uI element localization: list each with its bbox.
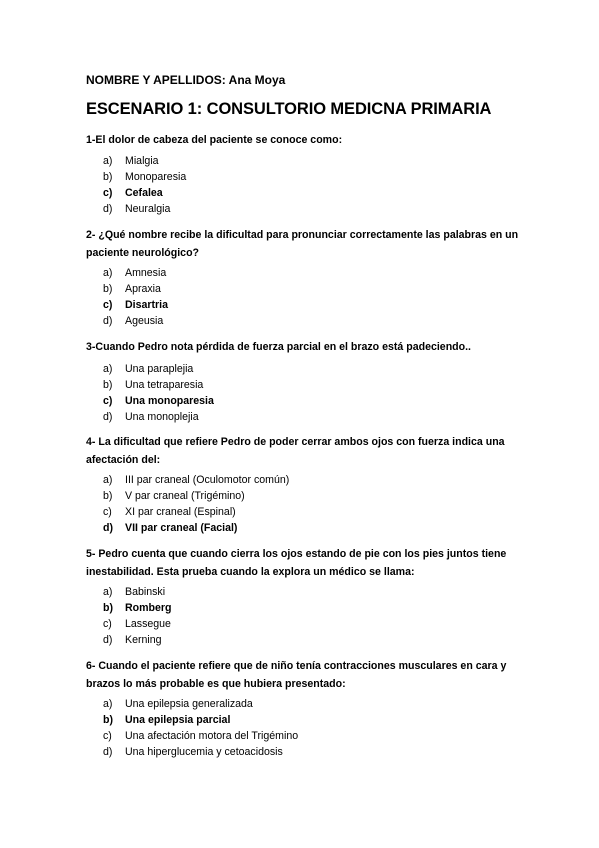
question-3-options — [86, 361, 214, 425]
question-2-options — [86, 265, 168, 329]
question-6-text: 6- Cuando el paciente refiere que de niño tenía contracciones musculares en cara y brazos lo más probable es que hubiera presentado: — [86, 660, 507, 690]
answer-option-selected: d) VII par craneal (Facial) — [103, 522, 238, 534]
answer-option: c) Una afectación motora del Trigémino — [103, 730, 299, 742]
answer-option: b) V par craneal (Trigémino) — [103, 490, 245, 502]
answer-option: c) Lassegue — [103, 618, 171, 630]
question-2-text: 2- ¿Qué nombre recibe la dificultad para pronunciar correctamente las palabras en un paciente neurológico? — [86, 229, 519, 259]
answer-option: d) Una hiperglucemia y cetoacidosis — [103, 746, 283, 758]
question-4-text: 4- La dificultad que refiere Pedro de poder cerrar ambos ojos con fuerza indica una afectación del: — [86, 436, 505, 466]
answer-option: d) Neuralgia — [103, 203, 171, 215]
answer-option: a) Una epilepsia generalizada — [103, 698, 253, 710]
question-1-options — [86, 153, 186, 217]
answer-option: d) Una monoplejia — [103, 411, 199, 423]
question-5-text: 5- Pedro cuenta que cuando cierra los ojos estando de pie con los pies juntos tiene inestabilidad. Esta prueba cuando la explora un médico se llama: — [86, 548, 507, 578]
answer-option: a) III par craneal (Oculomotor común) — [103, 474, 290, 486]
answer-option: d) Ageusia — [103, 315, 164, 327]
answer-option: b) Una tetraparesia — [103, 379, 204, 391]
question-6-options — [86, 696, 298, 760]
answer-option: b) Monoparesia — [103, 171, 187, 183]
answer-option-selected: c) Cefalea — [103, 187, 163, 199]
scenario-title: ESCENARIO 1: CONSULTORIO MEDICNA PRIMARIA — [86, 100, 492, 118]
answer-option: a) Amnesia — [103, 267, 167, 279]
question-3-text: 3-Cuando Pedro nota pérdida de fuerza parcial en el brazo está padeciendo.. — [86, 341, 471, 353]
answer-option-selected: b) Una epilepsia parcial — [103, 714, 231, 726]
answer-option: b) Apraxia — [103, 283, 161, 295]
student-name-line: NOMBRE Y APELLIDOS: Ana Moya — [86, 73, 286, 87]
answer-option-selected: c) Una monoparesia — [103, 395, 214, 407]
question-4-options — [86, 472, 289, 536]
answer-option: d) Kerning — [103, 634, 162, 646]
answer-option-selected: b) Romberg — [103, 602, 172, 614]
question-1-text: 1-El dolor de cabeza del paciente se conoce como: — [86, 134, 343, 146]
answer-option: a) Babinski — [103, 586, 166, 598]
question-5-options — [86, 584, 172, 648]
answer-option: c) XI par craneal (Espinal) — [103, 506, 236, 518]
answer-option: a) Mialgia — [103, 155, 159, 167]
answer-option-selected: c) Disartria — [103, 299, 168, 311]
answer-option: a) Una paraplejia — [103, 363, 194, 375]
